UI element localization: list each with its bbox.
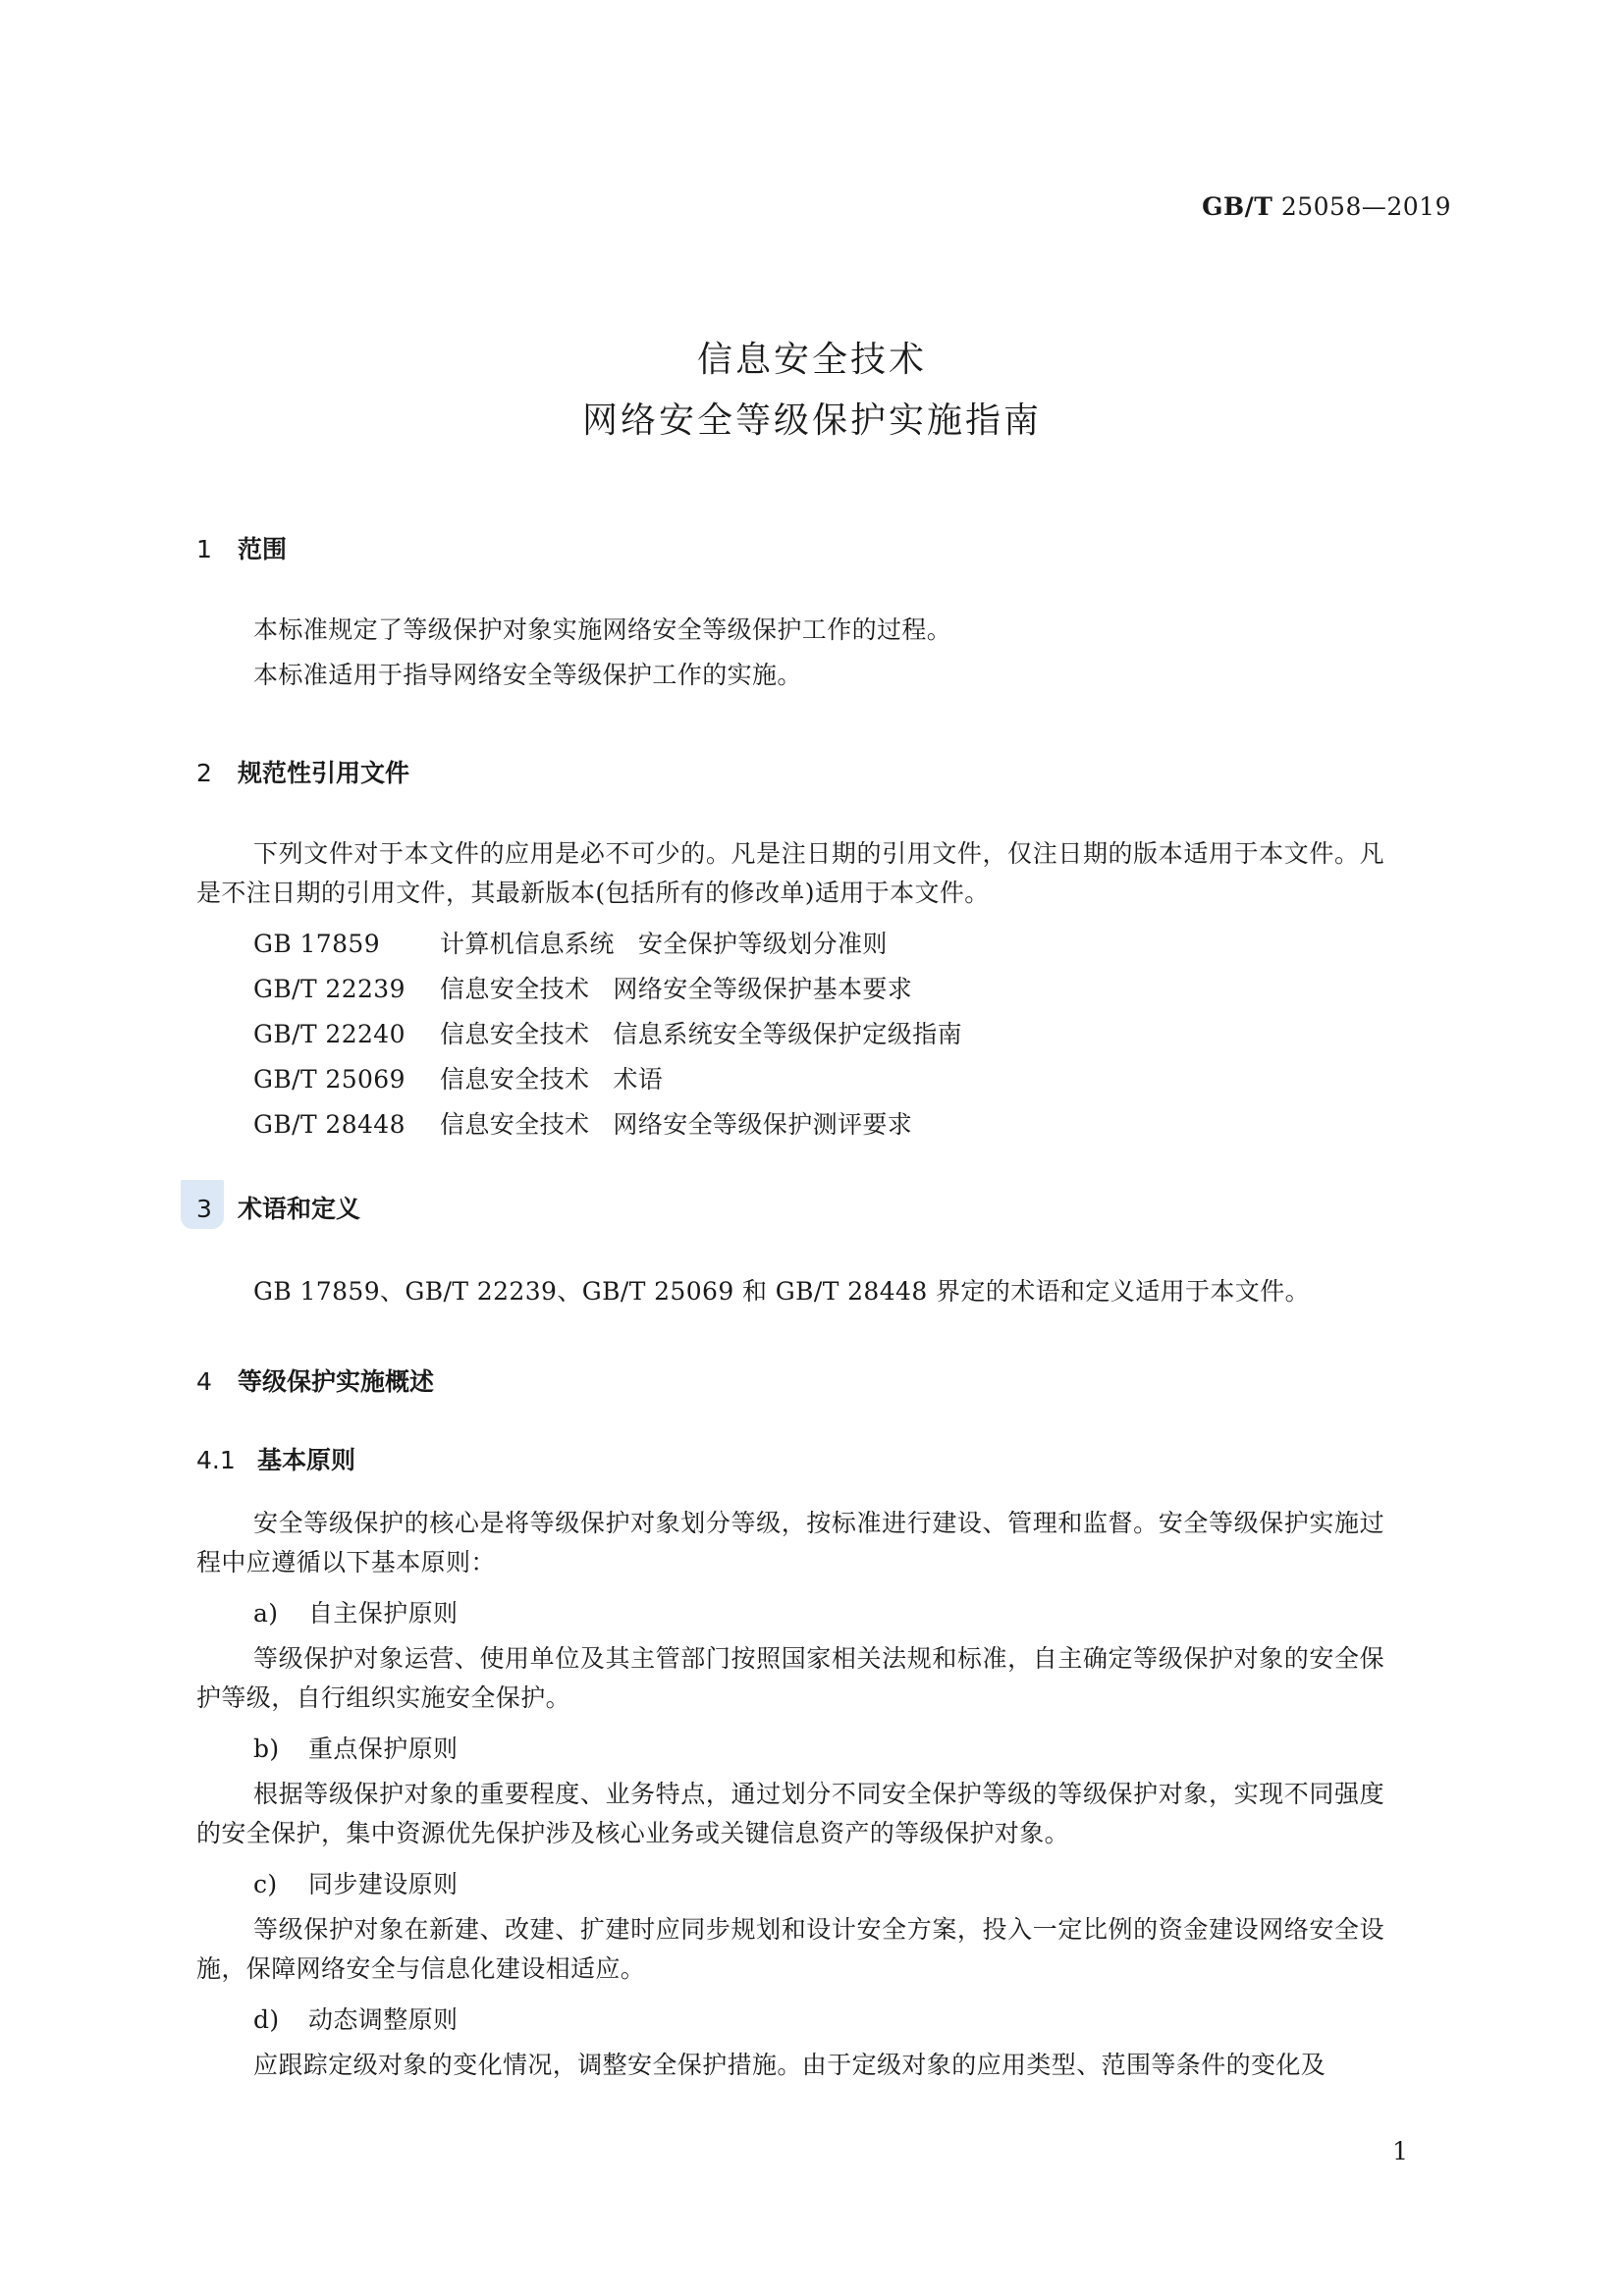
section-number: 4 [196,1367,212,1396]
reference-item [253,1015,962,1054]
reference-title-part-1: 信息安全技术 [440,975,590,1003]
reference-title-part-2: 安全保护等级划分准则 [637,930,888,958]
section-2-intro: 下列文件对于本文件的应用是必不可少的。凡是注日期的引用文件，仅注日期的版本适用于本文件。凡是不注日期的引用文件，其最新版本(包括所有的修改单)适用于本文件。 [196,839,1384,907]
list-label: b) [253,1735,280,1763]
reference-code: GB/T 25069 [253,1065,406,1094]
document-title-line-2: 网络安全等级保护实施指南 [581,400,1042,441]
section-2-heading [196,754,409,789]
principle-name: 同步建设原则 [308,1870,459,1898]
principle-name: 动态调整原则 [308,2005,459,2034]
reference-title-part-2: 网络安全等级保护测评要求 [613,1110,913,1139]
reference-title-part-1: 信息安全技术 [440,1110,590,1139]
principle-c-heading [253,1865,458,1904]
section-1-paragraph-2: 本标准适用于指导网络安全等级保护工作的实施。 [253,661,802,689]
reference-item [253,970,912,1009]
section-number: 2 [196,759,212,787]
reference-title-part-1: 计算机信息系统 [440,930,615,958]
section-title: 等级保护实施概述 [238,1367,435,1396]
list-label: d) [253,2005,280,2034]
standard-number: 25058—2019 [1280,192,1451,221]
principle-d-heading [253,2001,458,2040]
section-1-heading [196,530,287,565]
reference-title-part-1: 信息安全技术 [440,1020,590,1048]
reference-title-part-1: 信息安全技术 [440,1065,590,1094]
reference-title-part-2: 术语 [613,1065,664,1094]
section-number: 1 [196,535,212,563]
section-4-1-intro: 安全等级保护的核心是将等级保护对象划分等级，按标准进行建设、管理和监督。安全等级保护实施过程中应遵循以下基本原则： [196,1509,1384,1576]
principle-a-heading [253,1594,458,1633]
principle-name: 重点保护原则 [308,1735,459,1763]
list-label: a) [253,1599,279,1628]
section-4-heading [196,1362,434,1398]
section-3-paragraph: GB 17859、GB/T 22239、GB/T 25069 和 GB/T 28448 界定的术语和定义适用于本文件。 [253,1277,1311,1306]
document-title-line-1: 信息安全技术 [696,340,927,380]
standard-prefix: GB/T [1202,192,1273,221]
reference-item [253,1105,912,1145]
section-3-heading [196,1190,360,1225]
reference-code: GB/T 22239 [253,975,406,1003]
reference-title-part-2: 信息系统安全等级保护定级指南 [613,1020,963,1048]
section-4-1-heading [196,1441,355,1476]
list-label: c) [253,1870,278,1898]
principle-b-heading [253,1730,458,1769]
reference-code: GB 17859 [253,930,381,958]
section-1-paragraph-1: 本标准规定了等级保护对象实施网络安全等级保护工作的过程。 [253,615,952,644]
reference-title-part-2: 网络安全等级保护基本要求 [613,975,913,1003]
reference-item [253,925,888,964]
principle-a-text: 等级保护对象运营、使用单位及其主管部门按照国家相关法规和标准，自主确定等级保护对象的安全保护等级，自行组织实施安全保护。 [196,1644,1384,1712]
principle-d-text: 应跟踪定级对象的变化情况，调整安全保护措施。由于定级对象的应用类型、范围等条件的变化及 [253,2051,1326,2079]
principle-c-text: 等级保护对象在新建、改建、扩建时应同步规划和设计安全方案，投入一定比例的资金建设网络安全设施，保障网络安全与信息化建设相适应。 [196,1915,1384,1983]
reference-code: GB/T 28448 [253,1110,406,1139]
reference-item [253,1060,663,1099]
reference-code: GB/T 22240 [253,1020,406,1048]
page-number: 1 [1392,2137,1408,2165]
principle-b-text: 根据等级保护对象的重要程度、业务特点，通过划分不同安全保护等级的等级保护对象，实现不同强度的安全保护，集中资源优先保护涉及核心业务或关键信息资产的等级保护对象。 [196,1780,1384,1847]
section-title: 范围 [238,535,288,563]
principle-name: 自主保护原则 [308,1599,459,1628]
section-title: 规范性引用文件 [238,759,410,787]
section-title: 基本原则 [257,1446,356,1474]
section-number: 3 [196,1195,212,1223]
standard-code [1202,192,1451,221]
section-title: 术语和定义 [238,1195,361,1223]
section-number: 4.1 [196,1446,236,1474]
